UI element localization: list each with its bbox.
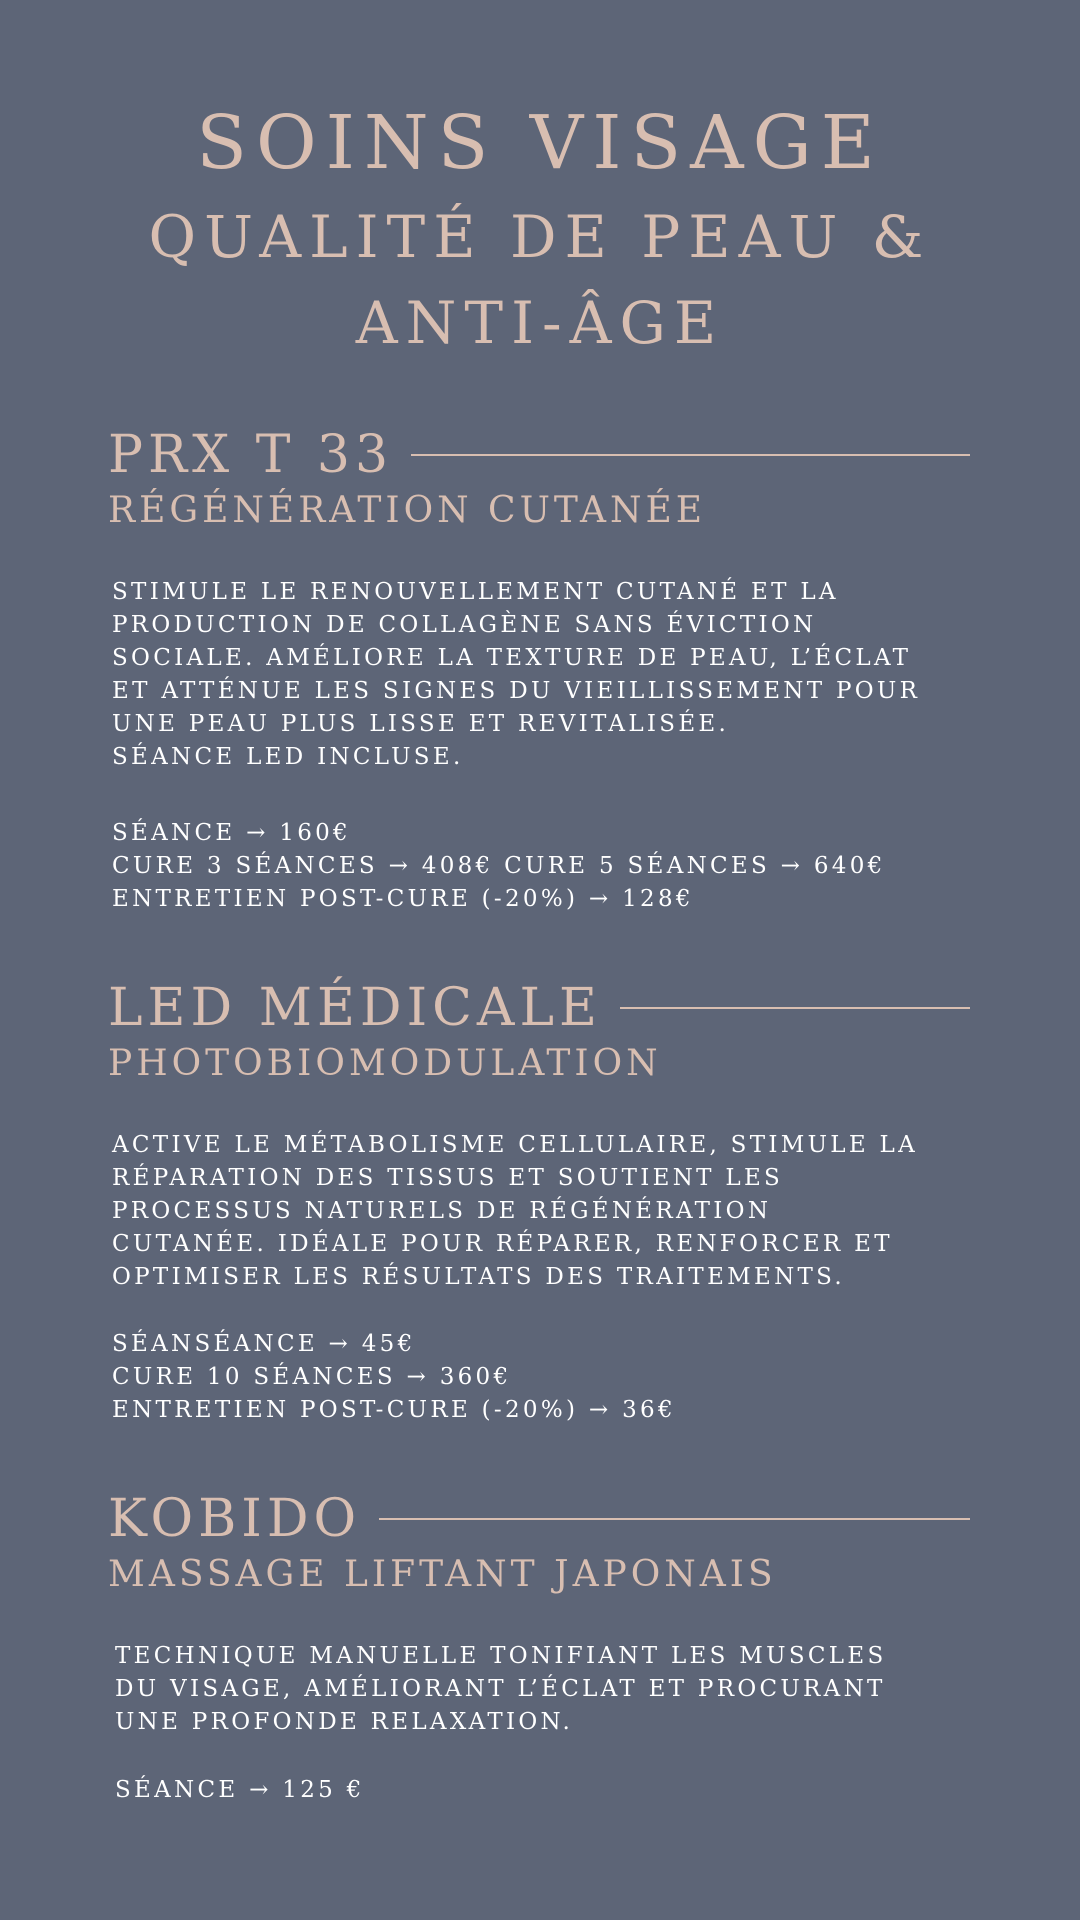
- page-title: SOINS VISAGE: [196, 100, 884, 186]
- price-line: ENTRETIEN POST-CURE (-20%) → 128€: [112, 886, 694, 912]
- description-line: TECHNIQUE MANUELLE TONIFIANT LES MUSCLES: [115, 1643, 887, 1669]
- section-divider: [411, 454, 970, 456]
- price-line: CURE 10 SÉANCES → 360€: [112, 1364, 512, 1390]
- price-line: SÉANCE → 160€: [112, 820, 351, 846]
- section-title: LED MÉDICALE: [108, 978, 602, 1038]
- section-title-row: [108, 977, 972, 1039]
- price-line: CURE 3 SÉANCES → 408€ CURE 5 SÉANCES → 640€: [112, 853, 886, 879]
- section-divider: [620, 1007, 970, 1009]
- description-line: SOCIALE. AMÉLIORE LA TEXTURE DE PEAU, L’ÉCLAT: [112, 645, 912, 671]
- description-line: PROCESSUS NATURELS DE RÉGÉNÉRATION: [112, 1198, 772, 1224]
- description-line: CUTANÉE. IDÉALE POUR RÉPARER, RENFORCER ET: [112, 1231, 893, 1257]
- section-title-row: [108, 1488, 972, 1550]
- price-line: SÉANCE → 125 €: [115, 1777, 365, 1803]
- page-subtitle-line-1: QUALITÉ DE PEAU &: [148, 203, 932, 271]
- price-list: [112, 1328, 992, 1427]
- section-description: [112, 576, 992, 774]
- section-description: [115, 1640, 995, 1739]
- price-line: SÉANSÉANCE → 45€: [112, 1331, 416, 1357]
- section-subtitle: MASSAGE LIFTANT JAPONAIS: [108, 1554, 777, 1595]
- price-list: [112, 817, 992, 916]
- price-list: [115, 1774, 995, 1807]
- description-line: STIMULE LE RENOUVELLEMENT CUTANÉ ET LA: [112, 579, 839, 605]
- description-line: PRODUCTION DE COLLAGÈNE SANS ÉVICTION: [112, 612, 817, 638]
- section-divider: [379, 1518, 970, 1520]
- section-subtitle: PHOTOBIOMODULATION: [108, 1043, 662, 1084]
- section-title: PRX T 33: [108, 425, 394, 485]
- description-line: ACTIVE LE MÉTABOLISME CELLULAIRE, STIMULE LA: [112, 1132, 919, 1158]
- description-line: UNE PEAU PLUS LISSE ET REVITALISÉE.: [112, 711, 730, 737]
- section-description: [112, 1129, 992, 1294]
- section-subtitle: RÉGÉNÉRATION CUTANÉE: [108, 490, 707, 531]
- section-title-row: [108, 424, 972, 486]
- description-line: OPTIMISER LES RÉSULTATS DES TRAITEMENTS.: [112, 1264, 846, 1290]
- description-line: SÉANCE LED INCLUSE.: [112, 744, 464, 770]
- description-line: RÉPARATION DES TISSUS ET SOUTIENT LES: [112, 1165, 784, 1191]
- page-subtitle-line-2: ANTI-ÂGE: [355, 289, 725, 357]
- price-line: ENTRETIEN POST-CURE (-20%) → 36€: [112, 1397, 676, 1423]
- section-title: KOBIDO: [108, 1489, 362, 1549]
- description-line: ET ATTÉNUE LES SIGNES DU VIEILLISSEMENT POUR: [112, 678, 921, 704]
- description-line: UNE PROFONDE RELAXATION.: [115, 1709, 574, 1735]
- description-line: DU VISAGE, AMÉLIORANT L’ÉCLAT ET PROCURANT: [115, 1676, 886, 1702]
